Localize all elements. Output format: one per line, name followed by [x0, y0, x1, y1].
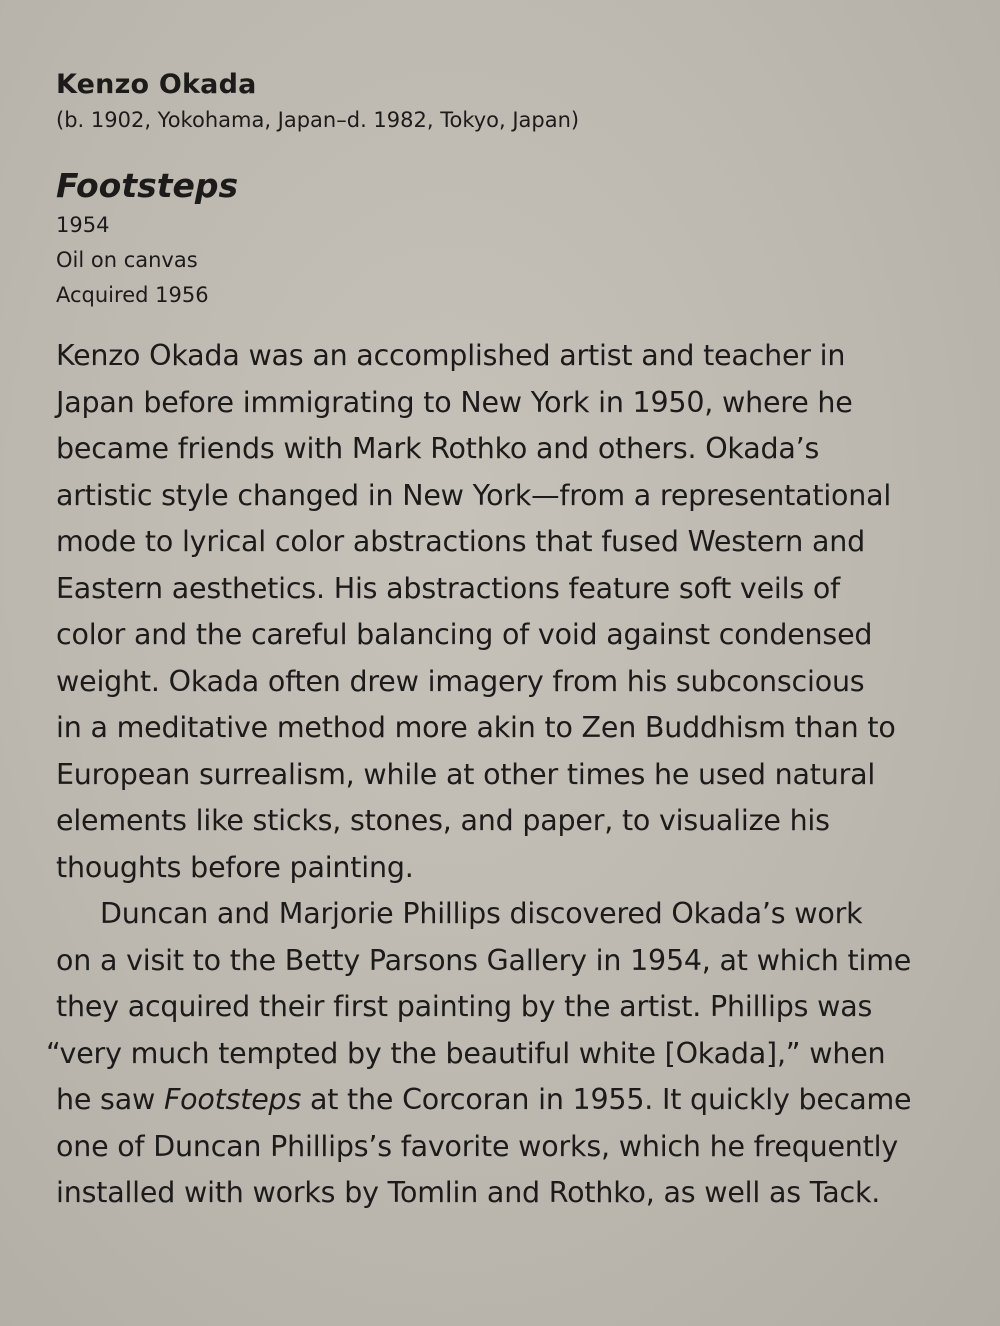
label-body-text [46, 333, 956, 1217]
text-line: installed with works by Tomlin and Rothko, as well as Tack. [56, 1176, 881, 1209]
artist-name: Kenzo Okada [56, 69, 257, 100]
text-line: Duncan and Marjorie Phillips discovered Okada’s work [100, 897, 863, 930]
text-line: they acquired their first painting by the artist. Phillips was [56, 990, 873, 1023]
text-line: became friends with Mark Rothko and others. Okada’s [56, 432, 820, 465]
text-line: color and the careful balancing of void against condensed [56, 618, 873, 651]
text-line: Eastern aesthetics. His abstractions feature soft veils of [56, 571, 840, 605]
work-acquired: Acquired 1956 [56, 283, 209, 307]
text-line: artistic style changed in New York—from a representational [56, 478, 892, 512]
artist-dates: (b. 1902, Yokohama, Japan–d. 1982, Tokyo, Japan) [56, 108, 580, 132]
text-line: in a meditative method more akin to Zen Buddhism than to [56, 711, 896, 744]
work-title-reference: Footsteps [163, 1083, 302, 1116]
work-title: Footsteps [56, 166, 239, 205]
paragraph-2 [46, 891, 956, 1217]
paragraph-1 [56, 333, 956, 891]
text-fragment: he saw [56, 1083, 164, 1116]
text-line: elements like sticks, stones, and paper, to visualize his [56, 804, 830, 837]
text-line: one of Duncan Phillips’s favorite works, which he frequently [56, 1129, 899, 1163]
text-line: Japan before immigrating to New York in 1950, where he [56, 385, 853, 419]
text-line: thoughts before painting. [56, 850, 414, 884]
work-medium: Oil on canvas [56, 248, 198, 272]
text-line: mode to lyrical color abstractions that fused Western and [56, 525, 865, 558]
text-line: “very much tempted by the beautiful white [Okada],” when [46, 1036, 886, 1070]
text-line: European surrealism, while at other times he used natural [56, 757, 876, 791]
text-line: weight. Okada often drew imagery from his subconscious [56, 664, 865, 698]
work-year: 1954 [56, 213, 110, 237]
text-line [56, 1077, 956, 1124]
museum-label [46, 66, 956, 1217]
text-line: Kenzo Okada was an accomplished artist and teacher in [56, 339, 846, 372]
text-line: on a visit to the Betty Parsons Gallery in 1954, at which time [56, 943, 912, 977]
text-fragment: at the Corcoran in 1955. It quickly became [301, 1083, 912, 1116]
